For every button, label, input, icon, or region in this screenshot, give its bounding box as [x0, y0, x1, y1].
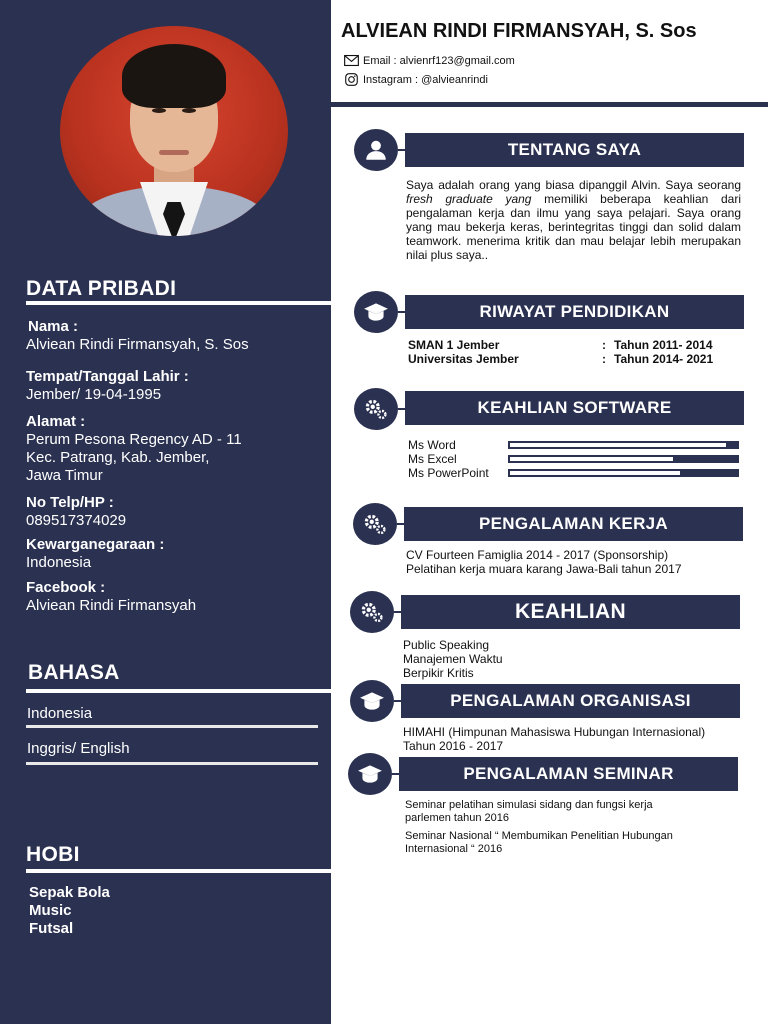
organization-item: Tahun 2016 - 2017 — [403, 739, 504, 753]
skill-bar-fill — [510, 457, 673, 461]
header-rule — [331, 102, 768, 107]
email-contact: Email : alvienrf123@gmail.com — [344, 54, 515, 67]
skill-bar — [508, 441, 739, 449]
data-pribadi-heading: DATA PRIBADI — [26, 277, 177, 300]
skill-item: Manajemen Waktu — [403, 652, 503, 666]
graduation-cap-icon — [354, 291, 398, 333]
instagram-icon — [344, 73, 359, 86]
personal-item-telp: No Telp/HP : 089517374029 — [26, 494, 127, 529]
personal-item-nama: Nama : Alviean Rindi Firmansyah, S. Sos — [26, 318, 249, 353]
full-name: ALVIEAN RINDI FIRMANSYAH, S. Sos — [341, 20, 697, 42]
hobby-item: Futsal — [29, 920, 74, 937]
bahasa-heading: BAHASA — [28, 661, 120, 684]
section-title-software: KEAHLIAN SOFTWARE — [405, 391, 744, 425]
skill-item: Public Speaking — [403, 638, 490, 652]
section-title-organisasi: PENGALAMAN ORGANISASI — [401, 684, 740, 718]
language-bar — [26, 762, 318, 765]
personal-item-kewarganegaraan: Kewarganegaraan : Indonesia — [26, 536, 165, 571]
skill-bar — [508, 469, 739, 477]
email-icon — [344, 54, 359, 67]
hobi-rule — [26, 869, 331, 873]
sidebar — [0, 0, 331, 1024]
language-item: Indonesia — [27, 705, 93, 722]
instagram-contact: Instagram : @alvieanrindi — [344, 73, 488, 86]
skill-bar-fill — [510, 471, 680, 475]
skill-bar-fill — [510, 443, 726, 447]
seminar-item: Seminar pelatihan simulasi sidang dan fungsi kerja parlemen tahun 2016 — [405, 799, 653, 824]
gears-icon — [353, 503, 397, 545]
skill-bar — [508, 455, 739, 463]
seminar-list — [405, 799, 740, 856]
person-icon — [354, 129, 398, 171]
organization-item: HIMAHI (Himpunan Mahasiswa Hubungan Internasional) — [403, 725, 706, 739]
personal-item-alamat: Alamat : Perum Pesona Regency AD - 11 Kec. Patrang, Kab. Jember, Jawa Timur — [26, 413, 242, 484]
language-bar — [26, 725, 318, 728]
gears-icon — [354, 388, 398, 430]
skill-row: Ms Word — [408, 438, 740, 452]
hobi-heading: HOBI — [26, 843, 80, 866]
section-title-kerja: PENGALAMAN KERJA — [404, 507, 743, 541]
profile-photo — [60, 26, 288, 236]
education-item: Universitas Jember : Tahun 2014- 2021 — [408, 352, 714, 366]
organization-list — [403, 725, 738, 753]
gears-icon — [350, 591, 394, 633]
graduation-cap-icon — [350, 680, 394, 722]
education-item: SMAN 1 Jember : Tahun 2011- 2014 — [408, 338, 713, 352]
personal-item-facebook: Facebook : Alviean Rindi Firmansyah — [26, 579, 197, 614]
graduation-cap-icon — [348, 753, 392, 795]
seminar-item: Seminar Nasional “ Membumikan Penelitian Hubungan Internasional “ 2016 — [405, 830, 673, 855]
skills-list — [403, 638, 738, 680]
hobby-item: Sepak Bola — [29, 884, 110, 901]
work-item: CV Fourteen Famiglia 2014 - 2017 (Sponsorship) — [406, 548, 669, 562]
section-title-tentang: TENTANG SAYA — [405, 133, 744, 167]
skill-row: Ms PowerPoint — [408, 466, 740, 480]
section-title-seminar: PENGALAMAN SEMINAR — [399, 757, 738, 791]
about-text: Saya adalah orang yang biasa dipanggil Alvin. Saya seorang fresh graduate yang memiliki beberapa keahlian dari pengalaman kerja dan ilmu yang saya pelajari. Saya orang yang mau bekerja keras, berintegritas tinggi dan solid dalam teamwork. menerima kritik dan mau belajar lebih merupakan nilai plus saya.. — [406, 178, 741, 262]
data-pribadi-rule — [26, 301, 331, 305]
hobby-list — [29, 884, 110, 938]
work-item: Pelatihan kerja muara karang Jawa-Bali tahun 2017 — [406, 562, 682, 576]
skill-item: Berpikir Kritis — [403, 666, 474, 680]
section-title-keahlian: KEAHLIAN — [401, 595, 740, 629]
work-list — [406, 548, 741, 576]
hobby-item: Music — [29, 902, 72, 919]
language-item: Inggris/ English — [27, 740, 130, 757]
personal-item-ttl: Tempat/Tanggal Lahir : Jember/ 19-04-1995 — [26, 368, 189, 403]
section-title-pendidikan: RIWAYAT PENDIDIKAN — [405, 295, 744, 329]
skill-row: Ms Excel — [408, 452, 740, 466]
bahasa-rule — [26, 689, 331, 693]
